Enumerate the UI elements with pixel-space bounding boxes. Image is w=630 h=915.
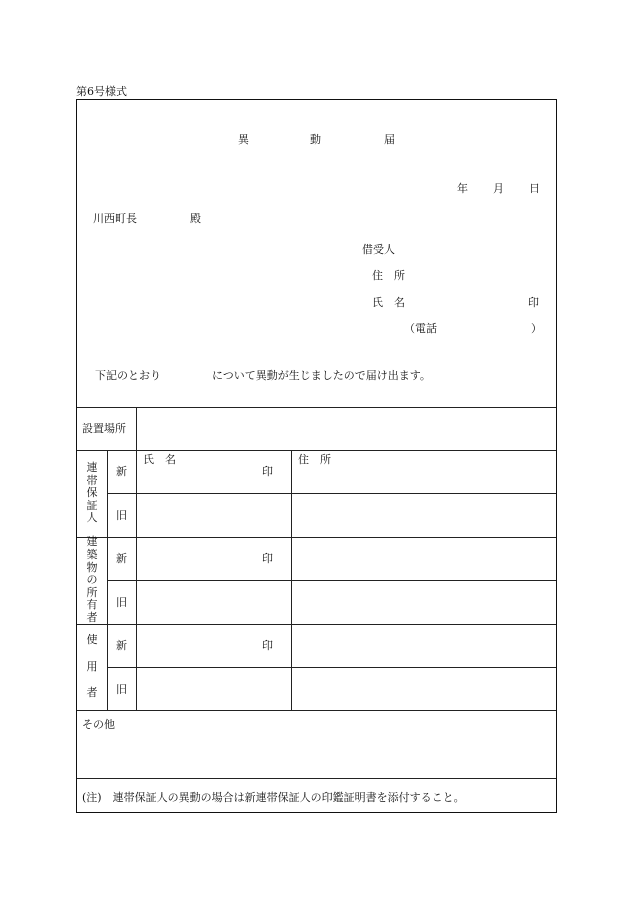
- owner-seal-mark: 印: [262, 552, 273, 565]
- rule-below-guarantor: [77, 537, 556, 538]
- owner-label: 建 築 物 の 所 有 者: [86, 535, 98, 625]
- guarantor-old-label: 旧: [116, 509, 127, 522]
- user-label: 使 用 者: [86, 633, 98, 700]
- guarantor-name-label: 氏 名: [143, 453, 176, 466]
- rule-above-note: [77, 778, 556, 779]
- statement-rest: について異動が生じましたので届け出ます。: [212, 369, 431, 382]
- applicant-phone-close: ）: [531, 322, 542, 335]
- form-title-char-2: 動: [310, 133, 321, 146]
- rule-address-column: [291, 450, 292, 710]
- owner-old-label: 旧: [116, 596, 127, 609]
- guarantor-address-label: 住 所: [298, 453, 331, 466]
- rule-owner-mid: [107, 580, 556, 581]
- guarantor-seal-mark: 印: [262, 465, 273, 478]
- addressee-name: 川西町長: [93, 212, 137, 225]
- statement-lead: 下記のとおり: [95, 369, 161, 382]
- date-day: 日: [529, 182, 540, 195]
- note-text: (注) 連帯保証人の異動の場合は新連帯保証人の印鑑証明書を添付すること。: [82, 791, 465, 804]
- other-label: その他: [82, 718, 115, 731]
- form-title-char-1: 異: [238, 133, 249, 146]
- rule-user-mid: [107, 667, 556, 668]
- addressee-honorific: 殿: [190, 212, 201, 225]
- form-title-char-3: 届: [384, 133, 395, 146]
- rule-below-location: [77, 450, 556, 451]
- user-seal-mark: 印: [262, 639, 273, 652]
- applicant-phone-open: （電話: [404, 322, 437, 335]
- applicant-seal-mark: 印: [528, 296, 539, 309]
- user-new-label: 新: [116, 639, 127, 652]
- guarantor-new-label: 新: [116, 465, 127, 478]
- date-month: 月: [493, 182, 504, 195]
- applicant-name-label: 氏 名: [372, 296, 405, 309]
- form-number: 第6号様式: [76, 85, 127, 98]
- rule-label-column: [136, 407, 137, 710]
- location-label: 設置場所: [82, 422, 126, 435]
- applicant-heading: 借受人: [362, 243, 395, 256]
- table-top-rule: [77, 407, 556, 408]
- owner-new-label: 新: [116, 552, 127, 565]
- applicant-address-label: 住 所: [372, 269, 405, 282]
- rule-guarantor-mid: [107, 493, 556, 494]
- rule-category-column: [107, 450, 108, 710]
- date-year: 年: [457, 182, 468, 195]
- rule-below-user: [77, 710, 556, 711]
- guarantor-label: 連 帯 保 証 人: [86, 460, 98, 525]
- user-old-label: 旧: [116, 683, 127, 696]
- rule-below-owner: [77, 624, 556, 625]
